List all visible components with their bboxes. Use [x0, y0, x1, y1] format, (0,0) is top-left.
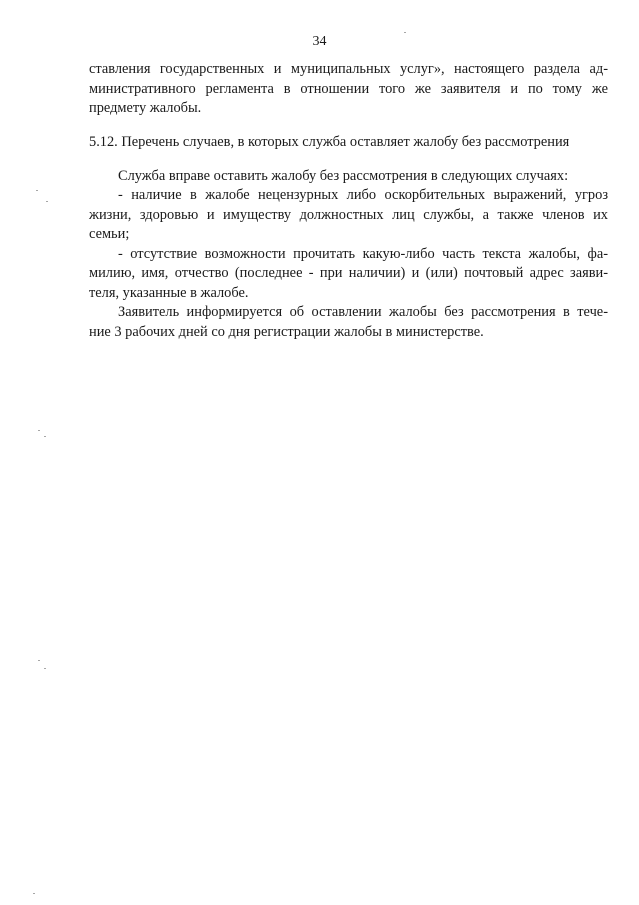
- paragraph-line: Заявитель информируется об оставлении жалобы без рассмотрения в тече-: [118, 304, 608, 320]
- scan-speck: [33, 893, 35, 894]
- paragraph-line: - отсутствие возможности прочитать какую-либо часть текста жалобы, фа-: [118, 246, 608, 262]
- paragraph-line: - наличие в жалобе нецензурных либо оскорбительных выражений, угроз: [118, 187, 608, 203]
- text-line: предмету жалобы.: [89, 100, 202, 116]
- scan-speck: [38, 430, 40, 431]
- page-number: 34: [312, 34, 327, 49]
- scan-speck: [36, 190, 38, 191]
- scan-speck: [46, 201, 48, 202]
- paragraph-line: жизни, здоровью и имуществу должностных лиц службы, а также членов их: [89, 207, 608, 223]
- section-heading: 5.12. Перечень случаев, в которых служба оставляет жалобу без рассмотрения: [89, 134, 570, 150]
- paragraph-line: ние 3 рабочих дней со дня регистрации жалобы в министерстве.: [89, 324, 484, 340]
- paragraph-line: милию, имя, отчество (последнее - при наличии) и (или) почтовый адрес заяви-: [89, 265, 608, 281]
- text-line: министративного регламента в отношении того же заявителя и по тому же: [89, 81, 608, 97]
- scan-speck: [404, 32, 406, 33]
- scan-speck: [44, 436, 46, 437]
- text-line: ставления государственных и муниципальных услуг», настоящего раздела ад-: [89, 61, 608, 77]
- paragraph-line: семьи;: [89, 226, 130, 242]
- scan-speck: [38, 660, 40, 661]
- scan-speck: [44, 668, 46, 669]
- paragraph-line: теля, указанные в жалобе.: [89, 285, 249, 301]
- paragraph-line: Служба вправе оставить жалобу без рассмотрения в следующих случаях:: [118, 168, 569, 184]
